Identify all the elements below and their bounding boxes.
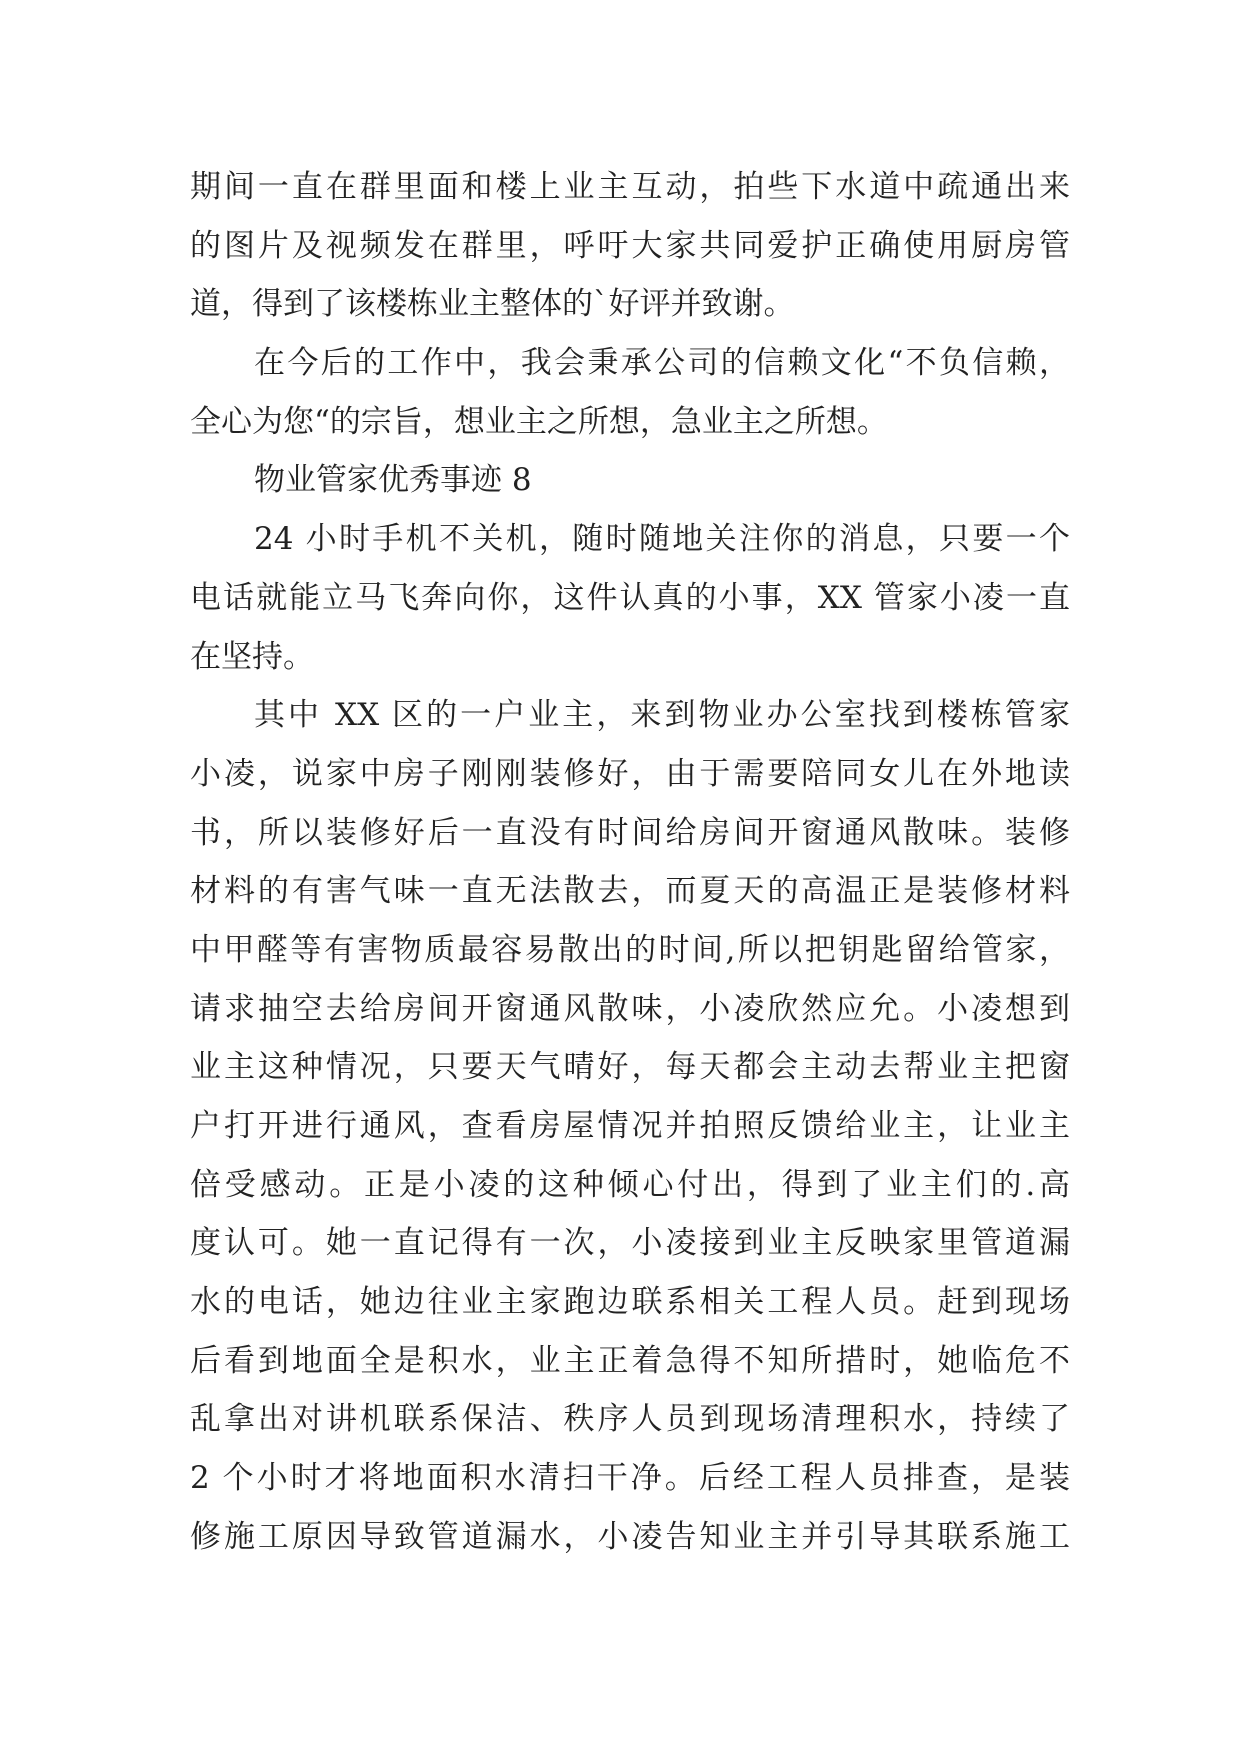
text-line: 水的电话，她边往业主家跑边联系相关工程人员。赶到现场 — [190, 1284, 1070, 1321]
text-line: 电话就能立马飞奔向你，这件认真的小事，XX 管家小凌一直 — [190, 579, 1070, 616]
text-line: 度认可。她一直记得有一次，小凌接到业主反映家里管道漏 — [190, 1225, 1070, 1262]
text-line: 2 个小时才将地面积水清扫干净。后经工程人员排查，是装 — [190, 1460, 1070, 1497]
document-body — [190, 158, 1070, 1567]
text-line: 在今后的工作中，我会秉承公司的信赖文化“不负信赖， — [254, 345, 1070, 382]
text-line: 物业管家优秀事迹 8 — [254, 462, 532, 499]
text-line: 书，所以装修好后一直没有时间给房间开窗通风散味。装修 — [190, 814, 1070, 851]
text-line: 的图片及视频发在群里，呼吁大家共同爱护正确使用厨房管 — [190, 227, 1070, 264]
text-line: 乱拿出对讲机联系保洁、秩序人员到现场清理积水，持续了 — [190, 1401, 1070, 1438]
text-line: 中甲醛等有害物质最容易散出的时间,所以把钥匙留给管家， — [190, 931, 1070, 968]
text-line: 小凌，说家中房子刚刚装修好，由于需要陪同女儿在外地读 — [190, 755, 1070, 792]
text-line: 后看到地面全是积水，业主正着急得不知所措时，她临危不 — [190, 1342, 1070, 1379]
text-line: 其中 XX 区的一户业主，来到物业办公室找到楼栋管家 — [254, 697, 1070, 734]
text-line: 材料的有害气味一直无法散去，而夏天的高温正是装修材料 — [190, 873, 1070, 910]
text-line: 倍受感动。正是小凌的这种倾心付出，得到了业主们的.高 — [190, 1166, 1070, 1203]
text-line: 期间一直在群里面和楼上业主互动，拍些下水道中疏通出来 — [190, 169, 1070, 205]
text-line: 修施工原因导致管道漏水，小凌告知业主并引导其联系施工 — [190, 1518, 1070, 1555]
text-line: 请求抽空去给房间开窗通风散味，小凌欣然应允。小凌想到 — [190, 990, 1070, 1027]
text-line: 在坚持。 — [190, 638, 314, 675]
text-line: 24 小时手机不关机，随时随地关注你的消息，只要一个 — [254, 521, 1070, 558]
text-line: 全心为您“的宗旨，想业主之所想，急业主之所想。 — [190, 403, 888, 440]
text-line: 户打开进行通风，查看房屋情况并拍照反馈给业主，让业主 — [190, 1108, 1070, 1144]
text-line: 业主这种情况，只要天气晴好，每天都会主动去帮业主把窗 — [190, 1049, 1070, 1086]
text-line: 道，得到了该楼栋业主整体的`好评并致谢。 — [190, 286, 795, 323]
